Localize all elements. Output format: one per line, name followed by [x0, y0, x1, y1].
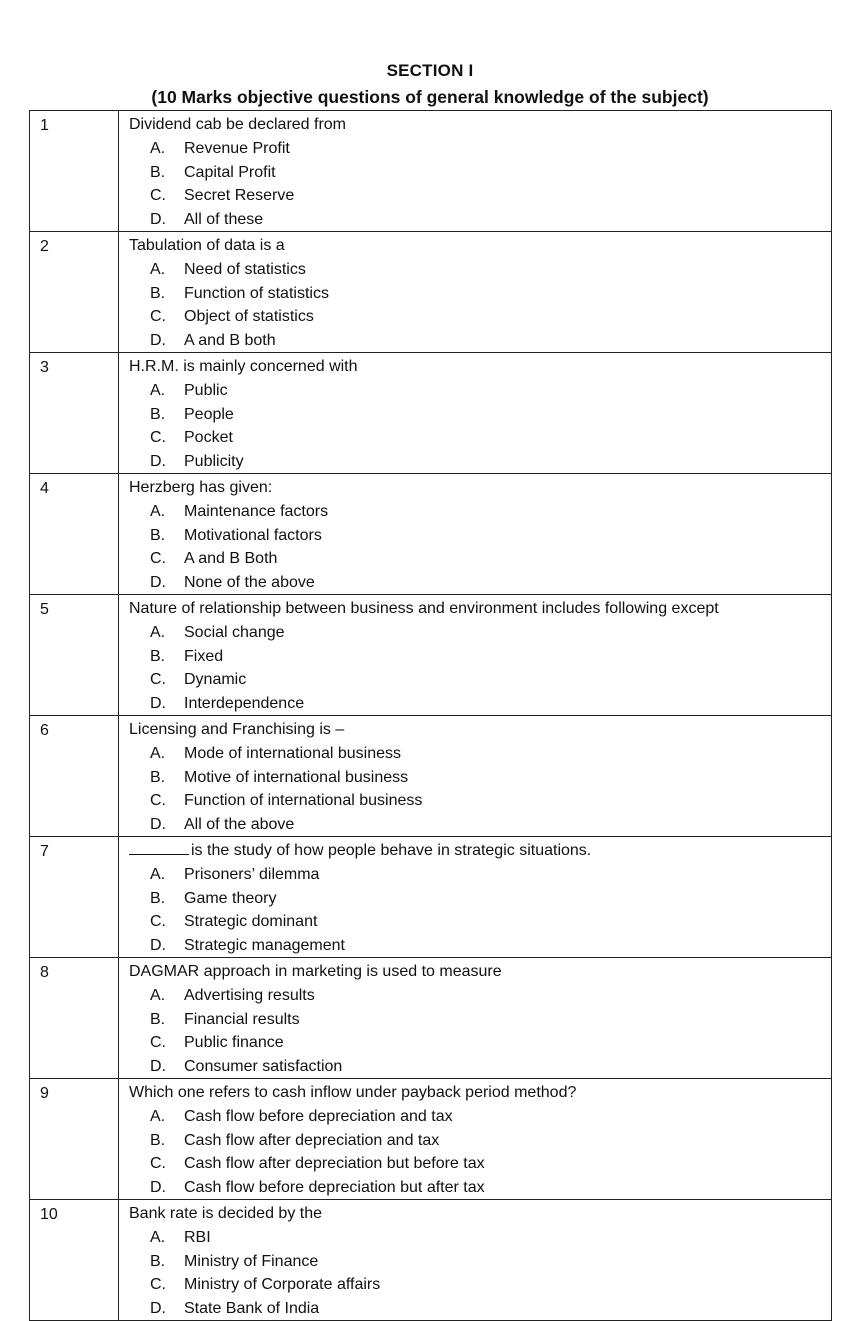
option-text: Secret Reserve	[184, 187, 295, 204]
option-item	[119, 426, 831, 450]
option-text: Revenue Profit	[184, 140, 290, 157]
option-text: Capital Profit	[184, 163, 276, 181]
question-row	[30, 1200, 832, 1321]
question-number: 9	[30, 1079, 119, 1200]
question-number: 3	[30, 353, 119, 474]
question-body	[119, 958, 832, 1079]
option-letter: D.	[150, 331, 166, 349]
section-subtitle: (10 Marks objective questions of general knowledge of the subject)	[151, 87, 709, 107]
option-text: Fixed	[184, 647, 224, 665]
option-text: All of these	[184, 210, 264, 228]
option-item	[119, 258, 831, 282]
option-letter: A.	[150, 1229, 166, 1246]
option-letter: B.	[150, 1131, 166, 1149]
option-letter: A.	[150, 503, 166, 520]
question-body	[119, 595, 832, 716]
option-text: A and B Both	[184, 550, 278, 567]
option-item	[119, 1129, 831, 1153]
option-letter: C.	[150, 671, 166, 688]
option-letter: A.	[150, 261, 166, 278]
option-item	[119, 910, 831, 934]
option-letter: C.	[150, 187, 166, 204]
option-text: People	[184, 405, 234, 423]
question-body	[119, 353, 832, 474]
option-text: Prisoners’ dilemma	[184, 866, 320, 883]
option-item	[119, 379, 831, 403]
option-text: Function of international business	[184, 792, 423, 809]
option-letter: C.	[150, 308, 166, 325]
option-letter: D.	[150, 573, 166, 591]
option-text: Consumer satisfaction	[184, 1057, 343, 1075]
option-letter: A.	[150, 866, 166, 883]
question-body	[119, 716, 832, 837]
option-letter: C.	[150, 429, 166, 446]
option-text: Function of statistics	[184, 284, 329, 302]
option-letter: B.	[150, 1010, 166, 1028]
question-number: 1	[30, 111, 119, 232]
option-item	[119, 1031, 831, 1055]
option-list	[119, 1226, 831, 1320]
option-letter: B.	[150, 1252, 166, 1270]
option-item	[119, 329, 831, 353]
option-text: Game theory	[184, 889, 277, 907]
question-text: Herzberg has given:	[129, 479, 273, 496]
question-row	[30, 837, 832, 958]
option-text: Social change	[184, 624, 285, 641]
option-item	[119, 1105, 831, 1129]
question-text-with-blank	[119, 839, 831, 863]
question-row	[30, 232, 832, 353]
option-item	[119, 524, 831, 548]
option-text: Pocket	[184, 429, 233, 446]
option-text: Motivational factors	[184, 526, 322, 544]
option-letter: D.	[150, 210, 166, 228]
option-item	[119, 1152, 831, 1176]
option-item	[119, 742, 831, 766]
question-body	[119, 1200, 832, 1321]
option-letter: D.	[150, 936, 166, 954]
option-letter: A.	[150, 382, 166, 399]
option-letter: B.	[150, 284, 166, 302]
option-text: Interdependence	[184, 694, 305, 712]
question-text: Which one refers to cash inflow under payback period method?	[129, 1084, 577, 1101]
option-letter: B.	[150, 647, 166, 665]
option-text: Motive of international business	[184, 768, 409, 786]
question-number: 6	[30, 716, 119, 837]
question-text: DAGMAR approach in marketing is used to measure	[129, 963, 502, 980]
option-item	[119, 571, 831, 595]
option-letter: A.	[150, 1108, 166, 1125]
option-item	[119, 766, 831, 790]
question-row	[30, 595, 832, 716]
question-row	[30, 111, 832, 232]
option-list	[119, 621, 831, 715]
question-number: 10	[30, 1200, 119, 1321]
option-text: Public	[184, 382, 228, 399]
option-text: Cash flow after depreciation but before tax	[184, 1155, 485, 1172]
option-letter: D.	[150, 694, 166, 712]
option-letter: A.	[150, 624, 166, 641]
option-letter: B.	[150, 768, 166, 786]
option-item	[119, 208, 831, 232]
option-item	[119, 1250, 831, 1274]
question-body	[119, 837, 832, 958]
question-text: Nature of relationship between business and environment includes following except	[129, 600, 719, 617]
question-body	[119, 232, 832, 353]
section-title: SECTION I	[386, 61, 474, 80]
question-text: Tabulation of data is a	[129, 237, 285, 254]
option-letter: C.	[150, 1034, 166, 1051]
option-text: Mode of international business	[184, 745, 402, 762]
question-number: 4	[30, 474, 119, 595]
question-text: Bank rate is decided by the	[129, 1205, 323, 1222]
option-text: Cash flow after depreciation and tax	[184, 1131, 440, 1149]
option-item	[119, 668, 831, 692]
option-text: Ministry of Finance	[184, 1252, 319, 1270]
option-text: A and B both	[184, 331, 276, 349]
option-text: Publicity	[184, 452, 244, 470]
option-letter: C.	[150, 913, 166, 930]
option-list	[119, 258, 831, 352]
option-item	[119, 1297, 831, 1321]
option-item	[119, 161, 831, 185]
option-list	[119, 379, 831, 473]
question-row	[30, 1079, 832, 1200]
option-letter: B.	[150, 889, 166, 907]
option-letter: D.	[150, 452, 166, 470]
question-body	[119, 111, 832, 232]
option-item	[119, 984, 831, 1008]
option-text: Advertising results	[184, 987, 315, 1004]
question-text: is the study of how people behave in strategic situations.	[191, 842, 592, 859]
question-row	[30, 716, 832, 837]
option-item	[119, 184, 831, 208]
question-number: 8	[30, 958, 119, 1079]
option-letter: B.	[150, 405, 166, 423]
question-text: H.R.M. is mainly concerned with	[129, 358, 358, 375]
option-item	[119, 863, 831, 887]
option-list	[119, 742, 831, 836]
option-letter: A.	[150, 745, 166, 762]
question-row	[30, 353, 832, 474]
option-item	[119, 645, 831, 669]
option-list	[119, 984, 831, 1078]
option-letter: C.	[150, 792, 166, 809]
option-text: All of the above	[184, 815, 295, 833]
question-row	[30, 958, 832, 1079]
option-text: State Bank of India	[184, 1299, 320, 1317]
option-item	[119, 1273, 831, 1297]
question-row	[30, 474, 832, 595]
option-text: Dynamic	[184, 671, 247, 688]
option-list	[119, 1105, 831, 1199]
option-text: Need of statistics	[184, 261, 306, 278]
questions-table	[29, 110, 832, 1321]
option-item	[119, 282, 831, 306]
option-letter: A.	[150, 140, 166, 157]
option-text: Cash flow before depreciation and tax	[184, 1108, 453, 1125]
option-item	[119, 500, 831, 524]
option-text: Ministry of Corporate affairs	[184, 1276, 381, 1293]
option-text: None of the above	[184, 573, 315, 591]
option-item	[119, 403, 831, 427]
option-item	[119, 547, 831, 571]
option-item	[119, 1055, 831, 1079]
option-letter: D.	[150, 1178, 166, 1196]
option-text: Public finance	[184, 1034, 284, 1051]
fill-in-blank	[129, 842, 189, 855]
option-letter: B.	[150, 526, 166, 544]
option-item	[119, 934, 831, 958]
option-item	[119, 621, 831, 645]
question-body	[119, 474, 832, 595]
option-letter: D.	[150, 815, 166, 833]
option-item	[119, 1008, 831, 1032]
option-item	[119, 1176, 831, 1200]
question-body	[119, 1079, 832, 1200]
option-letter: C.	[150, 550, 166, 567]
option-item	[119, 450, 831, 474]
option-text: Cash flow before depreciation but after tax	[184, 1178, 485, 1196]
option-item	[119, 887, 831, 911]
question-text: Licensing and Franchising is –	[129, 721, 345, 738]
option-letter: C.	[150, 1276, 166, 1293]
option-text: Maintenance factors	[184, 503, 329, 520]
option-text: Strategic dominant	[184, 913, 318, 930]
option-item	[119, 813, 831, 837]
option-letter: C.	[150, 1155, 166, 1172]
question-number: 5	[30, 595, 119, 716]
question-text: Dividend cab be declared from	[129, 116, 347, 133]
option-item	[119, 692, 831, 716]
option-letter: A.	[150, 987, 166, 1004]
option-item	[119, 789, 831, 813]
option-list	[119, 863, 831, 957]
option-list	[119, 137, 831, 231]
option-item	[119, 1226, 831, 1250]
option-list	[119, 500, 831, 594]
option-item	[119, 137, 831, 161]
option-text: Object of statistics	[184, 308, 314, 325]
question-number: 7	[30, 837, 119, 958]
question-number: 2	[30, 232, 119, 353]
option-letter: D.	[150, 1299, 166, 1317]
option-letter: D.	[150, 1057, 166, 1075]
option-text: Financial results	[184, 1010, 300, 1028]
option-text: RBI	[184, 1229, 211, 1246]
option-item	[119, 305, 831, 329]
option-letter: B.	[150, 163, 166, 181]
option-text: Strategic management	[184, 936, 345, 954]
